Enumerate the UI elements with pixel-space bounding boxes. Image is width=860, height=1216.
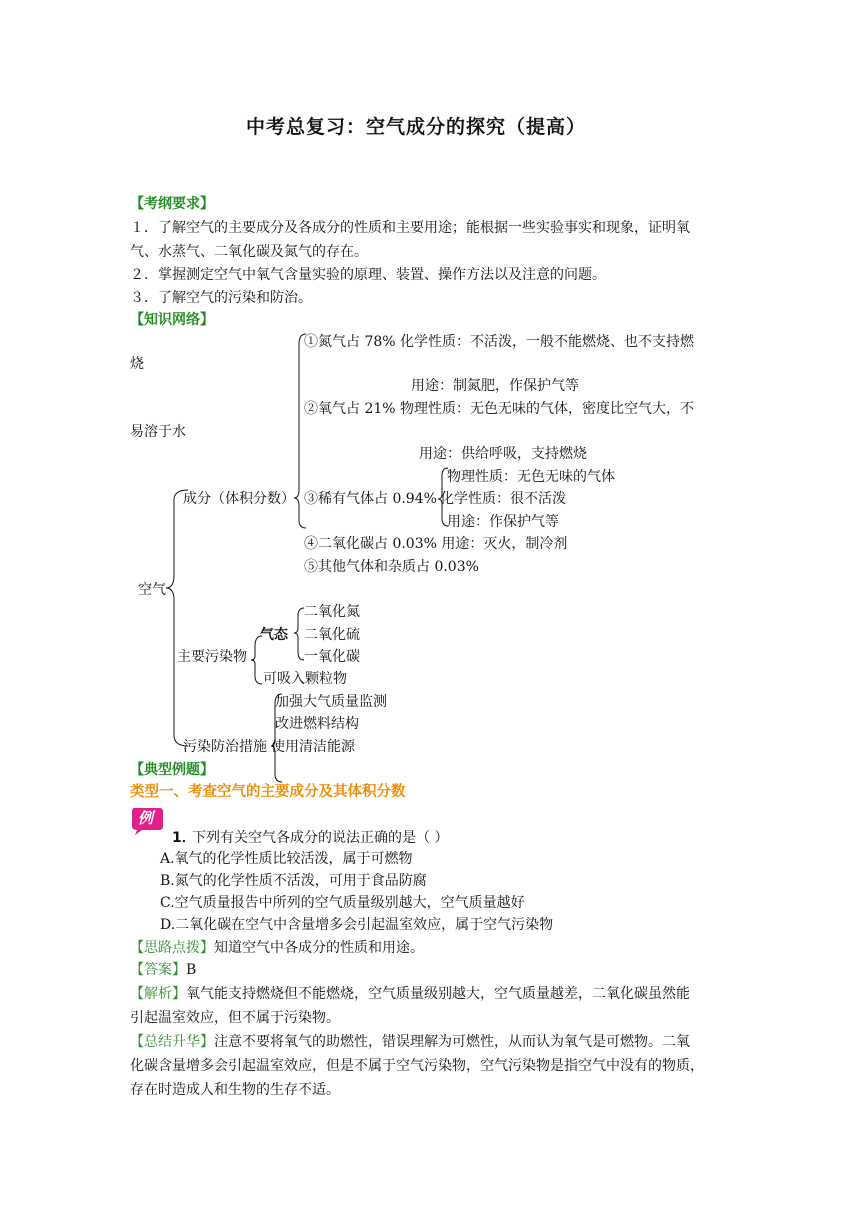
network-heading: 【知识网络】 <box>130 312 214 328</box>
page-title: 中考总复习：空气成分的探究（提高） <box>246 116 587 138</box>
n2-wrap: 烧 <box>130 356 144 372</box>
n2-line: ①氮气占 78% 化学性质：不活泼，一般不能燃烧、也不支持燃 <box>304 334 695 350</box>
type-heading <box>130 782 406 802</box>
syllabus-heading: 【考纲要求】 <box>130 196 214 212</box>
example-badge-label: 例 <box>138 809 154 827</box>
gas-state-label: 气态 <box>260 627 288 643</box>
syllabus-item: １．了解空气的主要成分及各成分的性质和主要用途；能根据一些实验事实和现象，证明氧 <box>130 220 690 236</box>
gas-state-brace <box>294 608 304 660</box>
o2-wrap: 易溶于水 <box>130 424 186 440</box>
other-line: ⑤其他气体和杂质占 0.03% <box>304 559 479 575</box>
question-number: 1． <box>172 830 196 846</box>
pollutant-item: 二氧化硫 <box>304 627 360 643</box>
rare-phys: 物理性质：无色无味的气体 <box>447 469 615 485</box>
o2-use: 用途：供给呼吸，支持燃烧 <box>419 446 587 462</box>
rare-line: ③稀有气体占 0.94% <box>304 491 437 507</box>
measures-label: 污染防治措施 <box>183 739 267 755</box>
measure-item: 加强大气质量监测 <box>275 694 387 710</box>
hint-text: 知道空气中各成分的性质和用途。 <box>214 940 424 956</box>
analysis-label: 【解析】 <box>130 986 186 1002</box>
type-heading-prefix: 类型一、考查 <box>130 784 217 800</box>
answer <box>130 960 196 980</box>
examples-heading: 【典型例题】 <box>130 762 214 778</box>
analysis <box>130 984 690 1004</box>
answer-label: 【答案】 <box>130 962 186 978</box>
measure-item: 改进燃料结构 <box>275 716 359 732</box>
particles: 可吸入颗粒物 <box>263 671 347 687</box>
option: D.二氧化碳在空气中含量增多会引起温室效应，属于空气污染物 <box>160 917 554 933</box>
analysis-cont: 引起温室效应，但不属于污染物。 <box>130 1010 340 1026</box>
hint-label: 【思路点拨】 <box>130 940 214 956</box>
summary-cont: 存在时造成人和生物的生存不适。 <box>130 1082 340 1098</box>
answer-value: B <box>186 962 197 978</box>
analysis-text: 氧气能支持燃烧但不能燃烧，空气质量级别越大，空气质量越差，二氧化碳虽然能 <box>186 986 690 1002</box>
option: B.氮气的化学性质不活泼，可用于食品防腐 <box>160 873 427 889</box>
air-label: 空气 <box>138 582 166 598</box>
option: A.氧气的化学性质比较活泼，属于可燃物 <box>160 851 413 867</box>
pollutant-label: 主要污染物 <box>177 649 247 665</box>
type-heading-topic: 空气的主要成分及其体积分数 <box>217 784 406 800</box>
option: C.空气质量报告中所列的空气质量级别越大，空气质量越好 <box>160 895 525 911</box>
air-brace <box>166 490 188 746</box>
summary-text: 注意不要将氧气的助燃性，错误理解为可燃性，从而认为氧气是可燃物。二氧 <box>214 1034 690 1050</box>
question-text: 下列有关空气各成分的说法正确的是（ ） <box>192 830 449 846</box>
syllabus-item: ２．掌握测定空气中氧气含量实验的原理、装置、操作方法以及注意的问题。 <box>130 267 606 283</box>
summary-label: 【总结升华】 <box>130 1034 214 1050</box>
rare-use: 用途：作保护气等 <box>447 514 559 530</box>
rare-chem: 化学性质：很不活泼 <box>440 491 566 507</box>
measure-item: 使用清洁能源 <box>271 739 355 755</box>
n2-use: 用途：制氮肥，作保护气等 <box>411 378 579 394</box>
syllabus-item: 气、水蒸气、二氧化碳及氮气的存在。 <box>130 244 368 260</box>
composition-label: 成分（体积分数） <box>183 491 295 507</box>
syllabus-item: ３．了解空气的污染和防治。 <box>130 290 312 306</box>
hint <box>130 938 424 958</box>
pollutant-item: 一氧化碳 <box>304 649 360 665</box>
summary-cont: 化碳含量增多会引起温室效应，但是不属于空气污染物，空气污染物是指空气中没有的物质， <box>130 1058 704 1074</box>
co2-line: ④二氧化碳占 0.03% 用途：灭火，制冷剂 <box>304 536 568 552</box>
o2-line: ②氧气占 21% 物理性质：无色无味的气体，密度比空气大，不 <box>304 401 695 417</box>
pollutant-item: 二氧化氮 <box>304 604 360 620</box>
summary <box>130 1032 690 1052</box>
